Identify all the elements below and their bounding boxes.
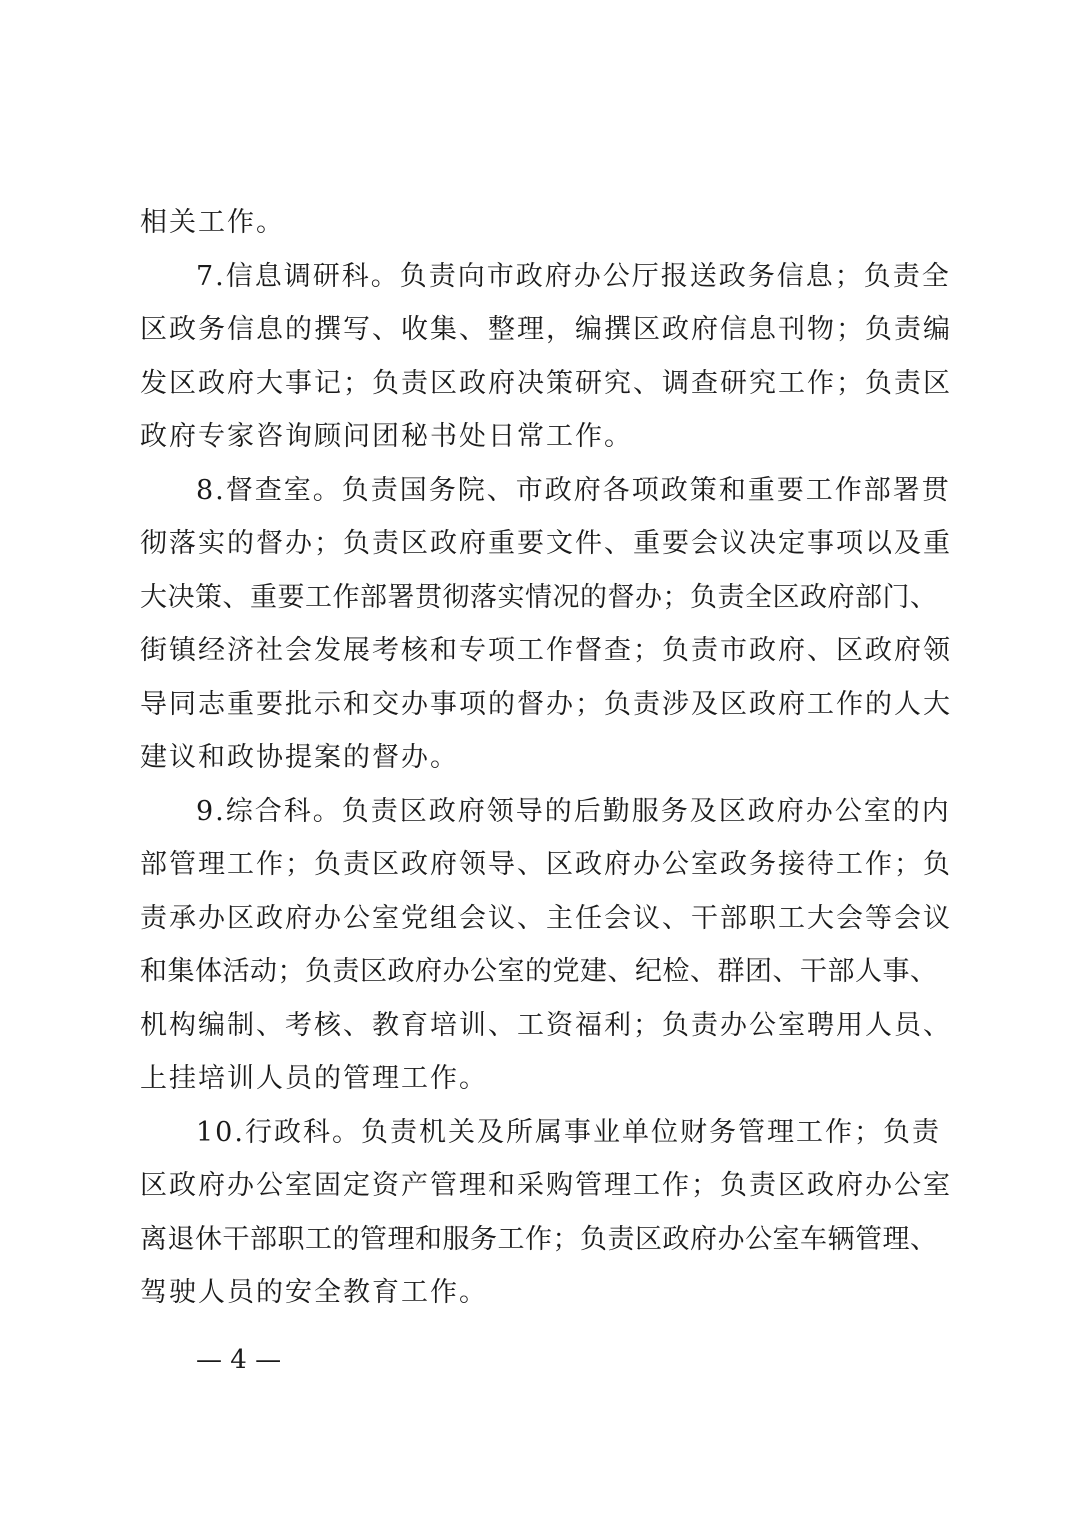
text-line: 和集体活动；负责区政府办公室的党建、纪检、群团、干部人事、 bbox=[140, 956, 938, 987]
document-body bbox=[140, 196, 952, 1320]
text-line: 驾驶人员的安全教育工作。 bbox=[140, 1277, 488, 1308]
text-line: 建议和政协提案的督办。 bbox=[140, 742, 459, 773]
paragraph-10-line-1: 10.行政科。负责机关及所属事业单位财务管理工作；负责 bbox=[196, 1116, 941, 1148]
text-line: 责承办区政府办公室党组会议、主任会议、干部职工大会等会议 bbox=[140, 902, 952, 934]
paragraph-9-line-1: 9.综合科。负责区政府领导的后勤服务及区政府办公室的内 bbox=[196, 795, 951, 827]
text-line: 相关工作。 bbox=[140, 207, 285, 238]
paragraph-8-line-1: 8.督查室。负责国务院、市政府各项政策和重要工作部署贯 bbox=[196, 474, 951, 506]
paragraph-7-line-1: 7.信息调研科。负责向市政府办公厅报送政务信息；负责全 bbox=[196, 260, 951, 292]
text-line: 发区政府大事记；负责区政府决策研究、调查研究工作；负责区 bbox=[140, 367, 952, 399]
text-line: 大决策、重要工作部署贯彻落实情况的督办；负责全区政府部门、 bbox=[140, 581, 938, 613]
text-line: 彻落实的督办；负责区政府重要文件、重要会议决定事项以及重 bbox=[140, 528, 952, 559]
text-line: 导同志重要批示和交办事项的督办；负责涉及区政府工作的人大 bbox=[140, 688, 952, 720]
text-line: 离退休干部职工的管理和服务工作；负责区政府办公室车辆管理、 bbox=[140, 1223, 938, 1255]
text-line: 政府专家咨询顾问团秘书处日常工作。 bbox=[140, 421, 633, 452]
text-line: 区政府办公室固定资产管理和采购管理工作；负责区政府办公室 bbox=[140, 1170, 952, 1201]
text-line: 部管理工作；负责区政府领导、区政府办公室政务接待工作；负 bbox=[140, 849, 952, 880]
page-number: — 4 — bbox=[196, 1345, 282, 1375]
text-line: 机构编制、考核、教育培训、工资福利；负责办公室聘用人员、 bbox=[140, 1009, 952, 1041]
text-line: 区政务信息的撰写、收集、整理，编撰区政府信息刊物；负责编 bbox=[140, 314, 952, 345]
text-line: 街镇经济社会发展考核和专项工作督查；负责市政府、区政府领 bbox=[140, 635, 952, 666]
text-line: 上挂培训人员的管理工作。 bbox=[140, 1063, 488, 1094]
